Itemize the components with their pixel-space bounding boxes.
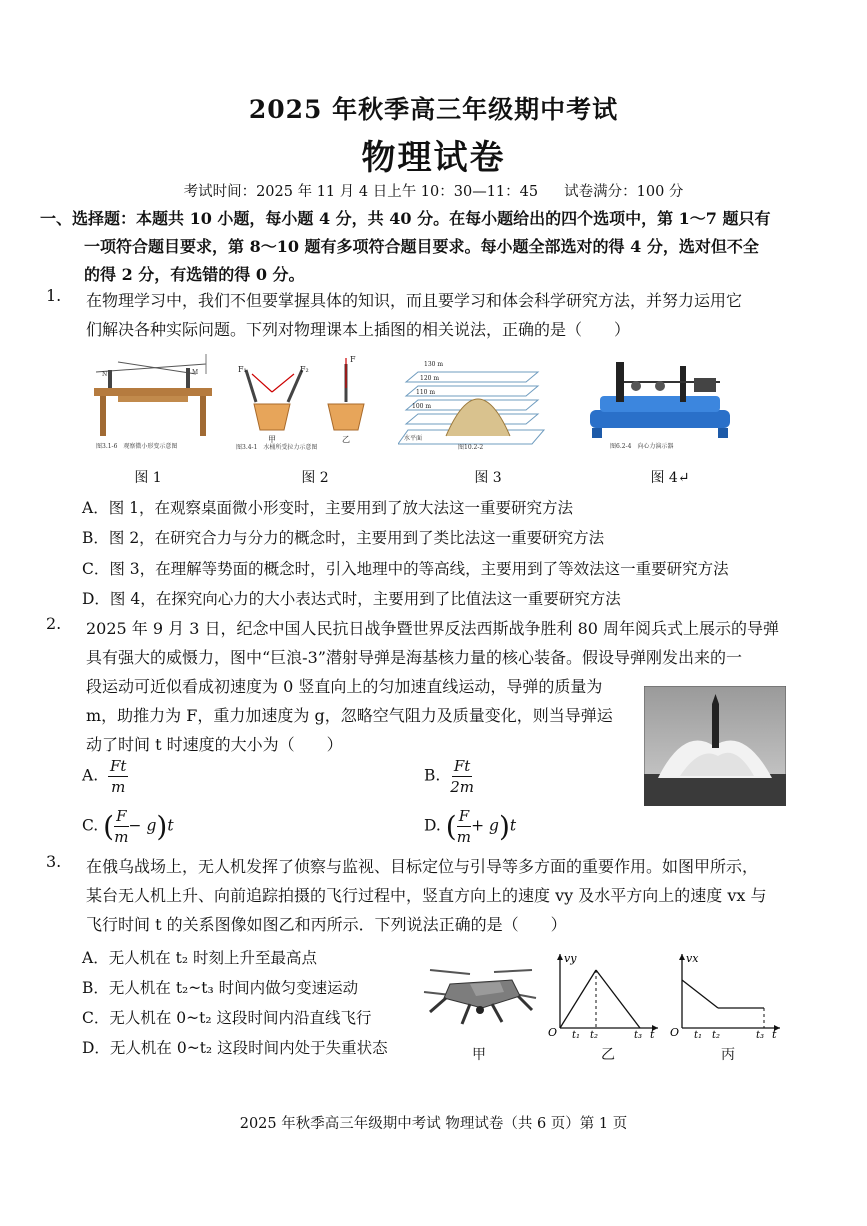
graph-yi-ylabel: vy bbox=[564, 952, 577, 965]
q3-option-d[interactable]: D．无人机在 0~t₂ 这段时间内处于失重状态 bbox=[82, 1039, 388, 1057]
q2-line-1: 2025 年 9 月 3 日，纪念中国人民抗日战争暨世界反法西斯战争胜利 80 周年阅兵式上展示的导弹 bbox=[86, 619, 780, 638]
section-line-1: 一、选择题：本题共 10 小题，每小题 4 分，共 40 分。在每小题给出的四个选项中，第 1～7 题只有 bbox=[40, 209, 771, 228]
graph-yi-xlabel: t bbox=[650, 1028, 655, 1038]
graph-bing-xlabel: t bbox=[772, 1028, 777, 1038]
exam-title: 2025 年秋季高三年级期中考试 bbox=[248, 95, 619, 124]
q2-option-b[interactable]: B. $\frac{Ft}{2m}$ bbox=[424, 757, 474, 796]
q1-figure-2-label: 图 2 bbox=[301, 470, 329, 486]
q1-number: 1. bbox=[46, 286, 62, 305]
q2-option-a[interactable]: A. $\frac{Ft}{m}$ bbox=[82, 757, 127, 796]
q1-figure-1-image bbox=[88, 352, 218, 450]
q3-line-1: 在俄乌战场上，无人机发挥了侦察与监视、目标定位与引导等多方面的重要作用。如图甲所示， bbox=[86, 857, 759, 876]
section-line-3: 的得 2 分，有选错的得 0 分。 bbox=[84, 265, 305, 284]
q1-figure-1-label: 图 1 bbox=[134, 470, 162, 486]
q3-option-b[interactable]: B．无人机在 t₂~t₃ 时间内做匀变速运动 bbox=[82, 979, 359, 997]
q3-graph-vx bbox=[668, 950, 788, 1038]
q2-line-5: 动了时间 t 时速度的大小为（ ） bbox=[86, 735, 343, 754]
time-info: 考试时间：2025 年 11 月 4 日上午 10：30—11：45 bbox=[183, 184, 539, 200]
fig4-caption: 图6.2-4 向心力演示器 bbox=[610, 443, 674, 450]
q3-graph-vy bbox=[546, 950, 666, 1038]
q1-figure-3-image bbox=[398, 352, 548, 450]
q1-option-b[interactable]: B．图 2，在研究合力与分力的概念时，主要用到了类比法这一重要研究方法 bbox=[82, 529, 605, 547]
q1-stem bbox=[86, 286, 846, 344]
svg-text:N: N bbox=[102, 371, 108, 378]
q3-drone-image bbox=[420, 962, 538, 1042]
q3-figure-yi-label: 乙 bbox=[601, 1047, 615, 1063]
fig2-label-yi: 乙 bbox=[342, 435, 350, 444]
q3-stem bbox=[86, 852, 856, 939]
fig2-caption: 图3.4-1 水桶所受拉力示意图 bbox=[236, 444, 318, 450]
q1-line-2: 们解决各种实际问题。下列对物理课本上插图的相关说法，正确的是（ ） bbox=[86, 320, 631, 339]
q3-option-c[interactable]: C．无人机在 0~t₂ 这段时间内沿直线飞行 bbox=[82, 1009, 372, 1027]
fig3-label-130: 130 m bbox=[424, 361, 444, 368]
fig1-caption: 图3.1-6 观察微小形变示意图 bbox=[96, 443, 178, 450]
score-info: 试卷满分：100 分 bbox=[564, 184, 684, 200]
fig3-label-110: 110 m bbox=[416, 389, 436, 396]
q3-line-3: 飞行时间 t 的关系图像如图乙和丙所示．下列说法正确的是（ ） bbox=[86, 915, 567, 934]
section-line-2: 一项符合题目要求，第 8～10 题有多项符合题目要求。每小题全部选对的得 4 分，选对但不全 bbox=[84, 237, 759, 256]
fig2-label-f1: F₁ bbox=[238, 365, 247, 374]
fig2-label-f: F bbox=[350, 355, 356, 364]
graph-bing-t1: t₁ bbox=[694, 1030, 703, 1038]
fig3-label-horizontal: 水平面 bbox=[404, 435, 423, 442]
exam-meta bbox=[0, 180, 867, 201]
q1-line-1: 在物理学习中，我们不但要掌握具体的知识，而且要学习和体会科学研究方法，并努力运用它 bbox=[86, 291, 743, 310]
fig2-label-jia: 甲 bbox=[268, 435, 276, 444]
graph-bing-origin: O bbox=[670, 1026, 680, 1038]
fig3-label-100: 100 m bbox=[412, 403, 432, 410]
q2-option-d[interactable]: D. ( $\frac{F}{m}$ + g)t bbox=[424, 807, 517, 846]
q1-figure-4-image bbox=[570, 352, 750, 450]
graph-bing-t3: t₃ bbox=[756, 1030, 765, 1038]
q2-option-c[interactable]: C. ( $\frac{F}{m}$ − g)t bbox=[82, 807, 174, 846]
fig2-label-f2: F₂ bbox=[300, 365, 309, 374]
q1-option-d[interactable]: D．图 4，在探究向心力的大小表达式时，主要用到了比值法这一重要研究方法 bbox=[82, 590, 621, 608]
q2-missile-photo bbox=[644, 686, 786, 806]
q1-figure-4-label: 图 4↵ bbox=[650, 470, 690, 486]
graph-bing-t2: t₂ bbox=[712, 1030, 721, 1038]
section-instructions bbox=[40, 205, 840, 289]
q1-option-a[interactable]: A．图 1，在观察桌面微小形变时，主要用到了放大法这一重要研究方法 bbox=[82, 499, 573, 517]
q2-line-3: 段运动可近似看成初速度为 0 竖直向上的匀加速直线运动，导弹的质量为 bbox=[86, 677, 603, 696]
page-footer: 2025 年秋季高三年级期中考试 物理试卷（共 6 页）第 1 页 bbox=[239, 1116, 628, 1132]
graph-yi-t2: t₂ bbox=[590, 1030, 599, 1038]
q2-line-4: m，助推力为 F，重力加速度为 g，忽略空气阻力及质量变化，则当导弹运 bbox=[86, 706, 613, 725]
q3-option-a[interactable]: A．无人机在 t₂ 时刻上升至最高点 bbox=[82, 949, 317, 967]
graph-yi-t3: t₃ bbox=[634, 1030, 643, 1038]
graph-yi-t1: t₁ bbox=[572, 1030, 581, 1038]
q3-line-2: 某台无人机上升、向前追踪拍摄的飞行过程中，竖直方向上的速度 vy 及水平方向上的速度 vx 与 bbox=[86, 886, 767, 905]
fig3-label-120: 120 m bbox=[420, 375, 440, 382]
fig3-caption: 图10.2-2 bbox=[458, 444, 484, 450]
svg-text:M: M bbox=[192, 369, 199, 376]
q3-number: 3. bbox=[46, 852, 62, 871]
q2-number: 2. bbox=[46, 614, 62, 633]
q3-figure-bing-label: 丙 bbox=[721, 1047, 735, 1063]
q1-figure-3-label: 图 3 bbox=[474, 470, 502, 486]
subject-title: 物理试卷 bbox=[361, 138, 506, 178]
q2-line-2: 具有强大的威慑力，图中“巨浪-3”潜射导弹是海基核力量的核心装备。假设导弹刚发出来的一 bbox=[86, 648, 742, 667]
graph-bing-ylabel: vx bbox=[686, 952, 699, 965]
q1-option-c[interactable]: C．图 3，在理解等势面的概念时，引入地理中的等高线，主要用到了等效法这一重要研究方法 bbox=[82, 560, 729, 578]
graph-yi-origin: O bbox=[548, 1026, 558, 1038]
q1-figure-2-image bbox=[232, 352, 380, 450]
q3-figure-jia-label: 甲 bbox=[472, 1047, 486, 1063]
